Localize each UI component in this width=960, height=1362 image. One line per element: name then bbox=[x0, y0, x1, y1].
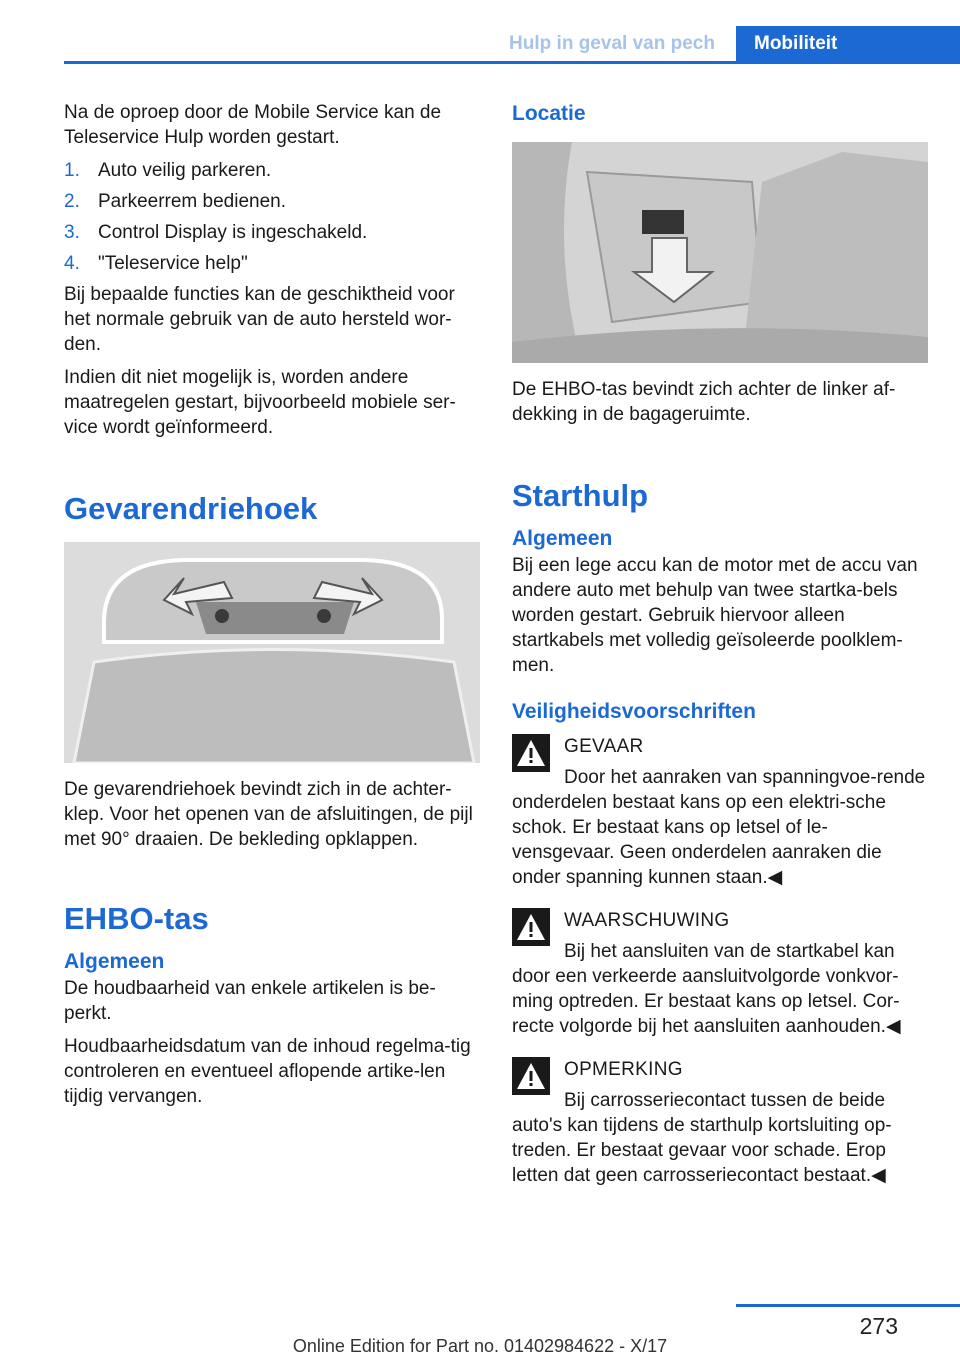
warning-triangle-icon bbox=[512, 1057, 550, 1095]
intro-paragraph: Na de oproep door de Mobile Service kan de Teleservice Hulp worden gestart. bbox=[64, 102, 442, 148]
list-item: 4. "Teleservice help" bbox=[64, 253, 248, 274]
header-rule bbox=[64, 61, 960, 64]
location-text: De EHBO-tas bevindt zich achter de linker af‐dekking in de bagageruimte. bbox=[512, 379, 896, 425]
header-chapter-tab: Mobiliteit bbox=[736, 26, 960, 61]
jump-start-general-heading: Algemeen bbox=[512, 527, 613, 550]
location-heading: Locatie bbox=[512, 102, 586, 125]
warning-notice bbox=[512, 908, 928, 1039]
list-item: 2. Parkeerrem bedienen. bbox=[64, 191, 286, 212]
jump-start-text: Bij een lege accu kan de motor met de accu van andere auto met behulp van twee startka‐bels worden gestart. Gebruik hiervoor alleen startkabels met volledig geïsoleerde poolklem‐men. bbox=[512, 555, 918, 676]
danger-notice bbox=[512, 734, 928, 890]
notice-text: Door het aanraken van spanningvoe‐rende onderdelen bestaat kans op een elektri‐sche schok. Er bestaat kans op letsel of le‐vensgevaar. Geen onderdelen aanraken die onder spanning kunnen staan.◀ bbox=[512, 767, 926, 888]
list-item: 3. Control Display is ingeschakeld. bbox=[64, 222, 368, 243]
warning-triangle-icon bbox=[512, 908, 550, 946]
notice-label: OPMERKING bbox=[564, 1059, 683, 1080]
notice-text: Bij het aansluiten van de startkabel kan door een verkeerde aansluitvolgorde vonkvor‐ming optreden. Er bestaat kans op letsel. Cor‐recte volgorde bij het aansluiten aanhouden.◀ bbox=[512, 941, 901, 1037]
first-aid-paragraph-2: Houdbaarheidsdatum van de inhoud regelma‐tig controleren en eventueel aflopende artike‐len tijdig vervangen. bbox=[64, 1036, 471, 1107]
right-column bbox=[512, 100, 928, 1198]
list-item: 1. Auto veilig parkeren. bbox=[64, 160, 272, 181]
first-aid-paragraph-1: De houdbaarheid van enkele artikelen is be‐perkt. bbox=[64, 978, 436, 1024]
other-measures-paragraph: Indien dit niet mogelijk is, worden andere maatregelen gestart, bijvoorbeeld mobiele ser‐vice wordt geïnformeerd. bbox=[64, 367, 456, 438]
footer-rule bbox=[736, 1304, 960, 1307]
notice-text: Bij carrosseriecontact tussen de beide auto's kan tijdens de starthulp kortsluiting op‐treden. Er bestaat gevaar voor schade. Erop letten dat geen carrosseriecontact bestaat.◀ bbox=[512, 1090, 892, 1186]
functions-paragraph: Bij bepaalde functies kan de geschiktheid voor het normale gebruik van de auto hersteld wor‐den. bbox=[64, 284, 455, 355]
jump-start-heading: Starthulp bbox=[512, 478, 649, 513]
left-column bbox=[64, 100, 480, 1117]
safety-heading: Veiligheidsvoorschriften bbox=[512, 700, 756, 723]
page-number: 273 bbox=[859, 1313, 898, 1339]
notice-label: WAARSCHUWING bbox=[564, 910, 730, 931]
warning-triangle-text: De gevarendriehoek bevindt zich in de achter‐klep. Voor het openen van de afsluitingen, de pijl met 90° draaien. De bekleding opklappen. bbox=[64, 779, 473, 850]
notice-label: GEVAAR bbox=[564, 736, 644, 757]
warning-triangle-figure bbox=[64, 542, 480, 763]
warning-triangle-heading: Gevarendriehoek bbox=[64, 491, 318, 526]
first-aid-heading: EHBO-tas bbox=[64, 901, 209, 936]
first-aid-general-heading: Algemeen bbox=[64, 950, 165, 973]
first-aid-location-figure bbox=[512, 142, 928, 363]
warning-triangle-icon bbox=[512, 734, 550, 772]
edition-footer: Online Edition for Part no. 01402984622 - X/17 bbox=[292, 1336, 668, 1356]
steps-list bbox=[64, 158, 480, 276]
header-section-title: Hulp in geval van pech bbox=[509, 32, 715, 54]
note-notice bbox=[512, 1057, 928, 1188]
